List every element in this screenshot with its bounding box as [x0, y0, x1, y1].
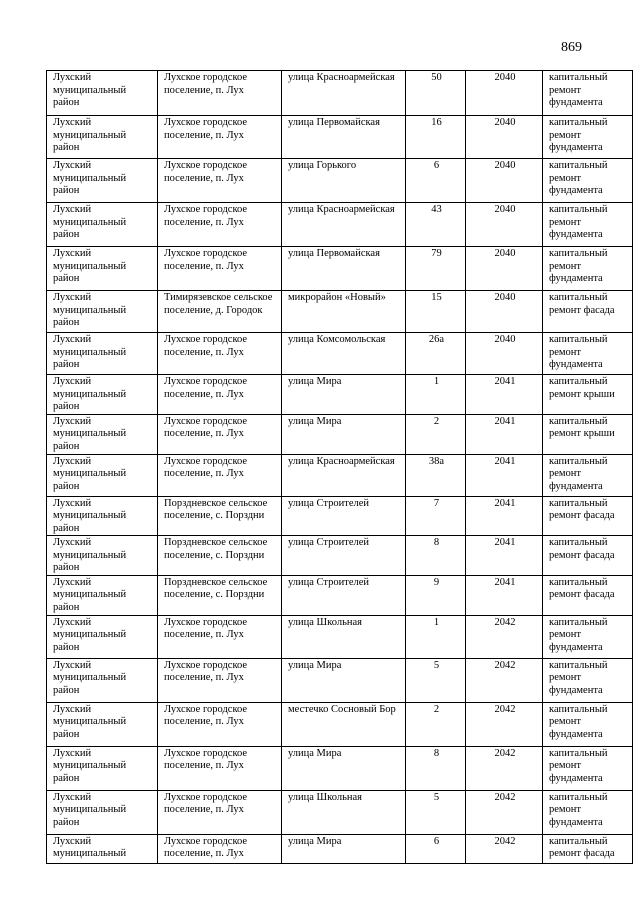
- work-type-cell: капитальный ремонт крыши: [543, 414, 633, 454]
- house-number-cell: 15: [406, 291, 466, 333]
- house-number-cell: 7: [406, 496, 466, 536]
- district-cell: Лухский муниципальный район: [47, 575, 158, 615]
- work-type-cell: капитальный ремонт фундамента: [543, 658, 633, 702]
- work-type-cell: капитальный ремонт фундамента: [543, 333, 633, 375]
- work-type-cell: капитальный ремонт фундамента: [543, 116, 633, 159]
- district-cell: Лухский муниципальный район: [47, 116, 158, 159]
- street-cell: улица Красноармейская: [282, 454, 406, 496]
- year-cell: 2041: [466, 414, 543, 454]
- year-cell: 2040: [466, 203, 543, 247]
- street-cell: улица Мира: [282, 746, 406, 790]
- house-number-cell: 26а: [406, 333, 466, 375]
- district-cell: Лухский муниципальный район: [47, 247, 158, 291]
- year-cell: 2041: [466, 454, 543, 496]
- street-cell: улица Горького: [282, 159, 406, 203]
- district-cell: Лухский муниципальный район: [47, 746, 158, 790]
- table-row: [47, 375, 633, 415]
- street-cell: улица Красноармейская: [282, 71, 406, 116]
- settlement-cell: Лухское городское поселение, п. Лух: [158, 790, 282, 834]
- district-cell: Лухский муниципальный район: [47, 333, 158, 375]
- settlement-cell: Лухское городское поселение, п. Лух: [158, 203, 282, 247]
- house-number-cell: 5: [406, 658, 466, 702]
- work-type-cell: капитальный ремонт фундамента: [543, 790, 633, 834]
- district-cell: Лухский муниципальный район: [47, 702, 158, 746]
- settlement-cell: Лухское городское поселение, п. Лух: [158, 116, 282, 159]
- year-cell: 2042: [466, 615, 543, 658]
- year-cell: 2042: [466, 702, 543, 746]
- settlement-cell: Лухское городское поселение, п. Лух: [158, 702, 282, 746]
- year-cell: 2041: [466, 496, 543, 536]
- settlement-cell: Лухское городское поселение, п. Лух: [158, 615, 282, 658]
- year-cell: 2040: [466, 71, 543, 116]
- work-type-cell: капитальный ремонт фундамента: [543, 247, 633, 291]
- street-cell: улица Мира: [282, 375, 406, 415]
- year-cell: 2040: [466, 333, 543, 375]
- table-row: [47, 536, 633, 576]
- year-cell: 2040: [466, 291, 543, 333]
- street-cell: улица Строителей: [282, 536, 406, 576]
- year-cell: 2041: [466, 375, 543, 415]
- settlement-cell: Лухское городское поселение, п. Лух: [158, 333, 282, 375]
- settlement-cell: Лухское городское поселение, п. Лух: [158, 375, 282, 415]
- table-row: [47, 333, 633, 375]
- settlement-cell: Лухское городское поселение, п. Лух: [158, 247, 282, 291]
- house-number-cell: 16: [406, 116, 466, 159]
- settlement-cell: Порздневское сельское поселение, с. Порздни: [158, 536, 282, 576]
- table-row: [47, 790, 633, 834]
- work-type-cell: капитальный ремонт фасада: [543, 291, 633, 333]
- settlement-cell: Лухское городское поселение, п. Лух: [158, 834, 282, 863]
- year-cell: 2040: [466, 116, 543, 159]
- work-type-cell: капитальный ремонт фасада: [543, 834, 633, 863]
- work-type-cell: капитальный ремонт фундамента: [543, 702, 633, 746]
- table-row: [47, 746, 633, 790]
- work-type-cell: капитальный ремонт фасада: [543, 496, 633, 536]
- work-type-cell: капитальный ремонт фундамента: [543, 615, 633, 658]
- table-row: [47, 159, 633, 203]
- table-row: [47, 702, 633, 746]
- table-row: [47, 496, 633, 536]
- year-cell: 2040: [466, 247, 543, 291]
- house-number-cell: 5: [406, 790, 466, 834]
- work-type-cell: капитальный ремонт фундамента: [543, 454, 633, 496]
- table-row: [47, 116, 633, 159]
- work-type-cell: капитальный ремонт фундамента: [543, 203, 633, 247]
- work-type-cell: капитальный ремонт фасада: [543, 575, 633, 615]
- settlement-cell: Порздневское сельское поселение, с. Порздни: [158, 575, 282, 615]
- table-row: [47, 291, 633, 333]
- street-cell: улица Школьная: [282, 790, 406, 834]
- street-cell: улица Школьная: [282, 615, 406, 658]
- settlement-cell: Тимирязевское сельское поселение, д. Городок: [158, 291, 282, 333]
- street-cell: улица Мира: [282, 414, 406, 454]
- table-row: [47, 575, 633, 615]
- settlement-cell: Лухское городское поселение, п. Лух: [158, 414, 282, 454]
- table-row: [47, 454, 633, 496]
- house-number-cell: 6: [406, 159, 466, 203]
- district-cell: Лухский муниципальный: [47, 834, 158, 863]
- district-cell: Лухский муниципальный район: [47, 71, 158, 116]
- house-number-cell: 79: [406, 247, 466, 291]
- district-cell: Лухский муниципальный район: [47, 536, 158, 576]
- street-cell: микрорайон «Новый»: [282, 291, 406, 333]
- page-number: 869: [561, 40, 582, 55]
- work-type-cell: капитальный ремонт фундамента: [543, 71, 633, 116]
- district-cell: Лухский муниципальный район: [47, 615, 158, 658]
- table-row: [47, 414, 633, 454]
- house-number-cell: 2: [406, 702, 466, 746]
- table-row: [47, 247, 633, 291]
- street-cell: улица Мира: [282, 658, 406, 702]
- house-number-cell: 8: [406, 536, 466, 576]
- district-cell: Лухский муниципальный район: [47, 203, 158, 247]
- settlement-cell: Лухское городское поселение, п. Лух: [158, 658, 282, 702]
- table-body: [47, 71, 633, 864]
- settlement-cell: Лухское городское поселение, п. Лух: [158, 454, 282, 496]
- table-row: [47, 658, 633, 702]
- work-type-cell: капитальный ремонт фундамента: [543, 159, 633, 203]
- year-cell: 2041: [466, 536, 543, 576]
- district-cell: Лухский муниципальный район: [47, 658, 158, 702]
- settlement-cell: Лухское городское поселение, п. Лух: [158, 71, 282, 116]
- district-cell: Лухский муниципальный район: [47, 375, 158, 415]
- district-cell: Лухский муниципальный район: [47, 454, 158, 496]
- street-cell: улица Первомайская: [282, 247, 406, 291]
- house-number-cell: 43: [406, 203, 466, 247]
- street-cell: улица Строителей: [282, 496, 406, 536]
- work-type-cell: капитальный ремонт фундамента: [543, 746, 633, 790]
- work-type-cell: капитальный ремонт фасада: [543, 536, 633, 576]
- house-number-cell: 2: [406, 414, 466, 454]
- street-cell: улица Красноармейская: [282, 203, 406, 247]
- house-number-cell: 6: [406, 834, 466, 863]
- street-cell: улица Первомайская: [282, 116, 406, 159]
- settlement-cell: Порздневское сельское поселение, с. Порздни: [158, 496, 282, 536]
- table-row: [47, 203, 633, 247]
- street-cell: улица Мира: [282, 834, 406, 863]
- house-number-cell: 50: [406, 71, 466, 116]
- house-number-cell: 1: [406, 615, 466, 658]
- year-cell: 2042: [466, 746, 543, 790]
- year-cell: 2042: [466, 834, 543, 863]
- year-cell: 2040: [466, 159, 543, 203]
- table-row: [47, 834, 633, 863]
- settlement-cell: Лухское городское поселение, п. Лух: [158, 746, 282, 790]
- house-number-cell: 9: [406, 575, 466, 615]
- work-type-cell: капитальный ремонт крыши: [543, 375, 633, 415]
- year-cell: 2042: [466, 790, 543, 834]
- table-row: [47, 71, 633, 116]
- housing-repair-table: [46, 70, 633, 864]
- district-cell: Лухский муниципальный район: [47, 790, 158, 834]
- year-cell: 2042: [466, 658, 543, 702]
- street-cell: улица Комсомольская: [282, 333, 406, 375]
- district-cell: Лухский муниципальный район: [47, 496, 158, 536]
- street-cell: улица Строителей: [282, 575, 406, 615]
- table-row: [47, 615, 633, 658]
- settlement-cell: Лухское городское поселение, п. Лух: [158, 159, 282, 203]
- district-cell: Лухский муниципальный район: [47, 414, 158, 454]
- district-cell: Лухский муниципальный район: [47, 159, 158, 203]
- house-number-cell: 38а: [406, 454, 466, 496]
- district-cell: Лухский муниципальный район: [47, 291, 158, 333]
- house-number-cell: 1: [406, 375, 466, 415]
- street-cell: местечко Сосновый Бор: [282, 702, 406, 746]
- house-number-cell: 8: [406, 746, 466, 790]
- year-cell: 2041: [466, 575, 543, 615]
